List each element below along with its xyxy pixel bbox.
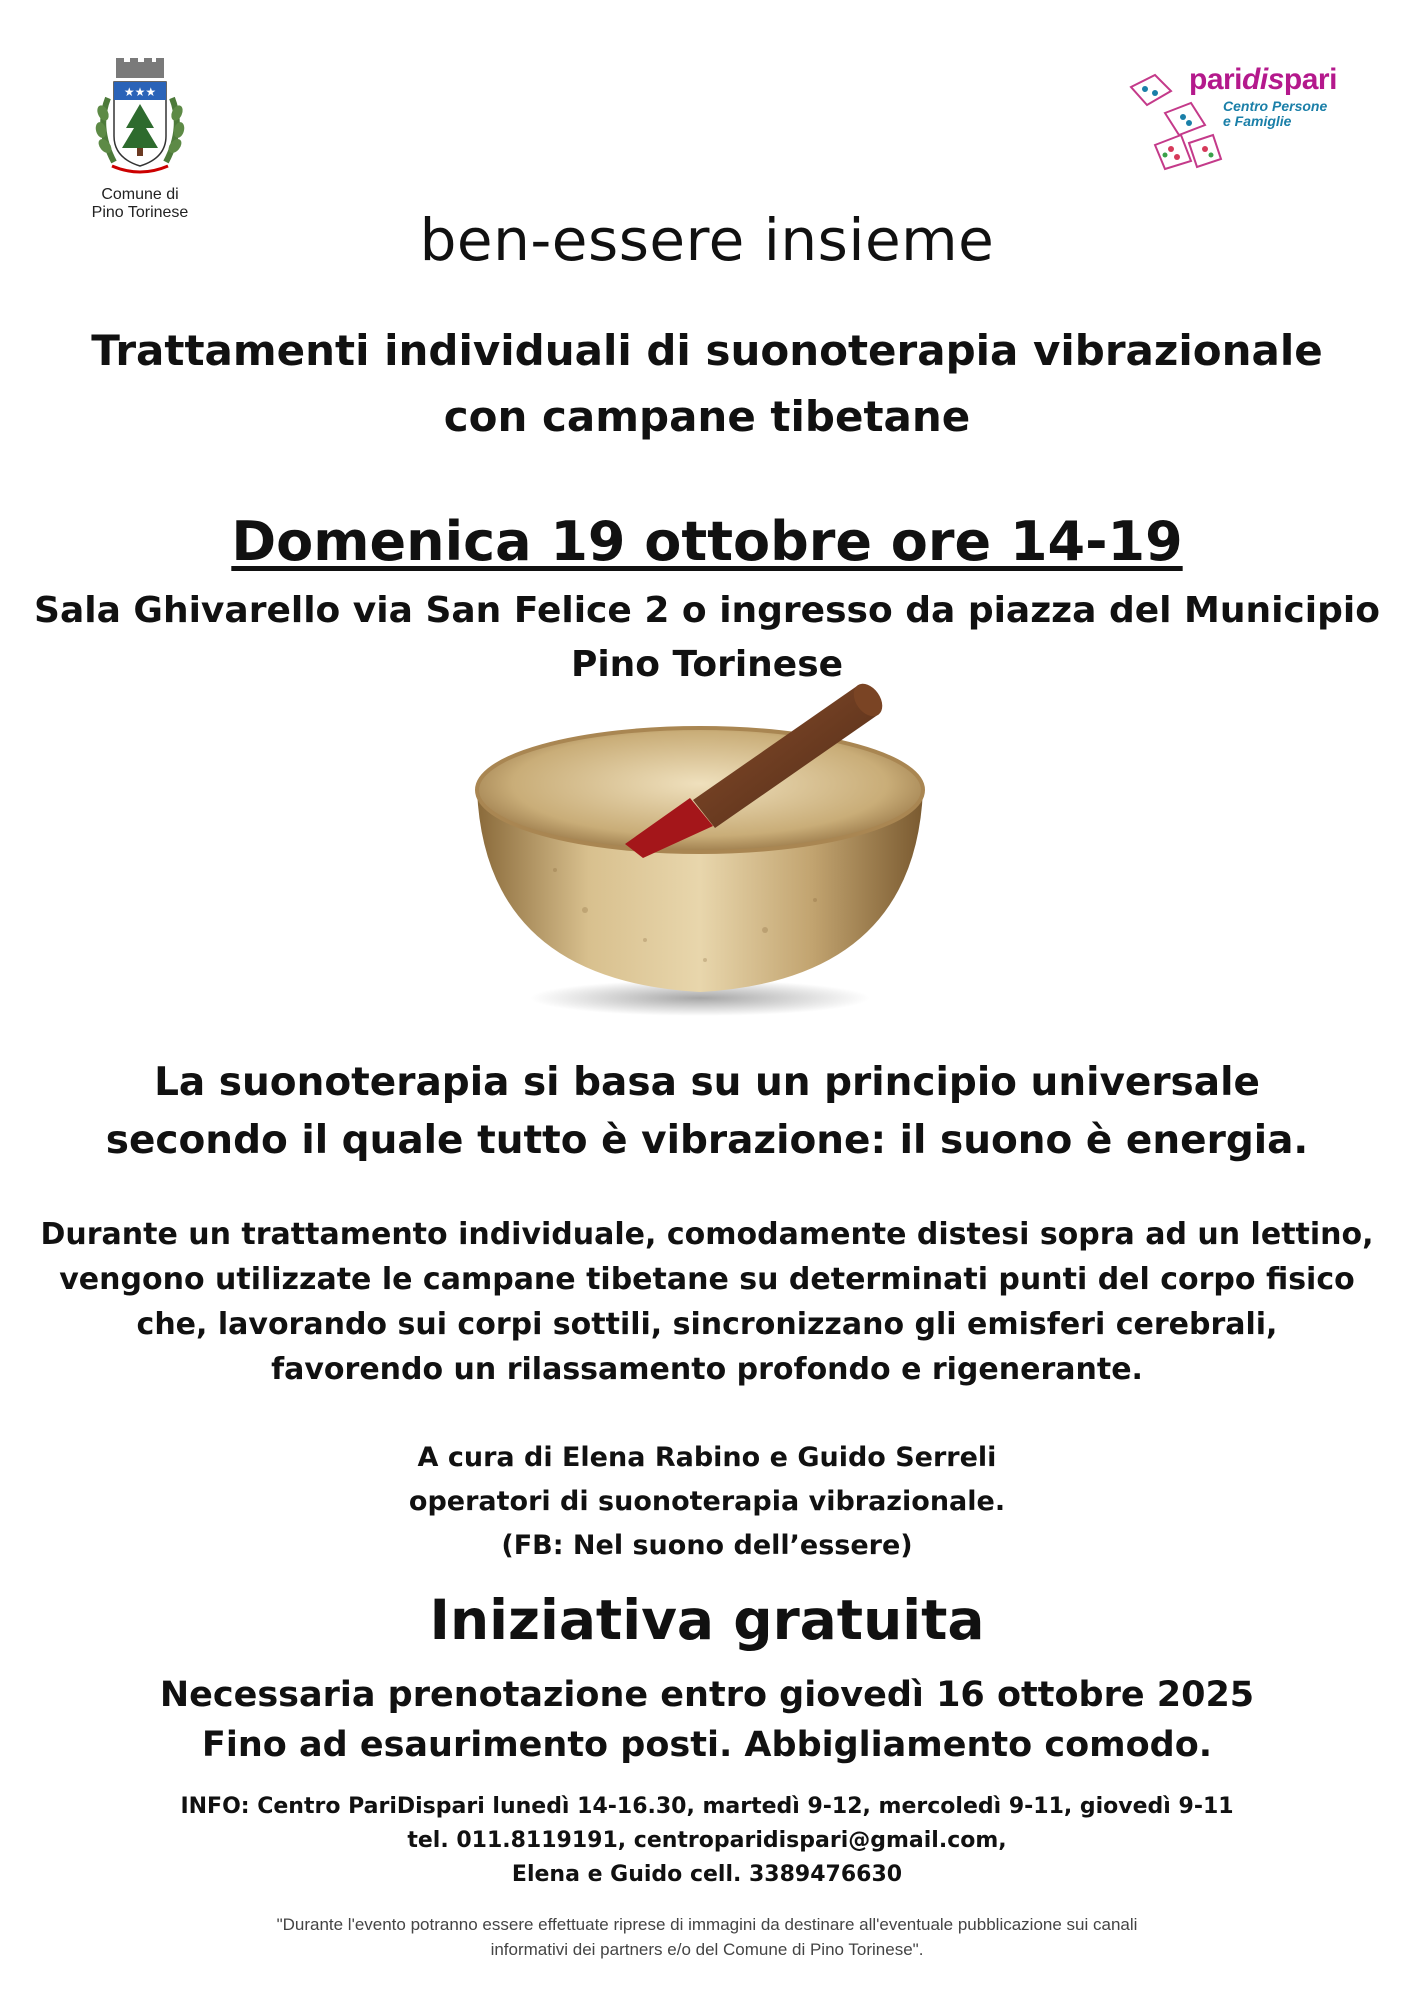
info-line1: INFO: Centro PariDispari lunedì 14-16.30, martedì 9-12, mercoledì 9-11, giovedì 9-11 (180, 1794, 1234, 1819)
description-line1: Durante un trattamento individuale, comodamente distesi sopra ad un lettino, (40, 1217, 1374, 1252)
description-line4: favorendo un rilassamento profondo e rigenerante. (271, 1352, 1143, 1387)
description-line2: vengono utilizzate le campane tibetane su determinati punti del corpo fisico (59, 1262, 1355, 1297)
tagline-line1: Centro Persone (1223, 98, 1328, 114)
venue-line1: Sala Ghivarello via San Felice 2 o ingresso da piazza del Municipio (34, 590, 1380, 631)
disclaimer-line1: "Durante l'evento potranno essere effettuate riprese di immagini da destinare all'eventuale pubblicazione sui canali (276, 1915, 1138, 1934)
tagline-line2: e Famiglie (1223, 113, 1292, 129)
credits-line3: (FB: Nel suono dell’essere) (501, 1530, 913, 1561)
paridispari-wordmark (1189, 63, 1337, 97)
svg-text:★★★: ★★★ (123, 85, 157, 99)
wordmark-part3: pari (1283, 63, 1337, 96)
paridispari-logo (1125, 55, 1350, 175)
credits-line1: A cura di Elena Rabino e Guido Serreli (417, 1442, 997, 1473)
event-venue (0, 584, 1414, 692)
principle-line1: La suonoterapia si basa su un principio universale (154, 1060, 1260, 1105)
disclaimer-line2: informativi dei partners e/o del Comune di Pino Torinese". (490, 1940, 924, 1959)
venue-line2: Pino Torinese (570, 644, 844, 685)
free-event-heading: Iniziativa gratuita (429, 1588, 985, 1652)
info-line2: tel. 011.8119191, centroparidispari@gmail.com, (407, 1828, 1007, 1853)
disclaimer (0, 1912, 1414, 1962)
credits (0, 1436, 1414, 1568)
subtitle-line2: con campane tibetane (443, 392, 971, 441)
poster-subtitle (0, 318, 1414, 450)
singing-bowl-image (465, 680, 935, 1020)
info-line3: Elena e Guido cell. 3389476630 (511, 1862, 903, 1887)
booking-line1: Necessaria prenotazione entro giovedì 16 ottobre 2025 (159, 1675, 1255, 1715)
description-line3: che, lavorando sui corpi sottili, sincronizzano gli emisferi cerebrali, (136, 1307, 1278, 1342)
wordmark-part1: pari (1189, 63, 1243, 96)
credits-line2: operatori di suonoterapia vibrazionale. (408, 1486, 1006, 1517)
booking-line2: Fino ad esaurimento posti. Abbigliamento comodo. (201, 1725, 1213, 1765)
treatment-description (0, 1212, 1414, 1392)
subtitle-line1: Trattamenti individuali di suonoterapia vibrazionale (91, 326, 1323, 375)
contact-info (0, 1790, 1414, 1892)
coat-of-arms-icon (90, 58, 190, 180)
booking-info (0, 1670, 1414, 1770)
principle-statement (0, 1054, 1414, 1170)
paridispari-tagline (1223, 99, 1327, 129)
wordmark-part2: dis (1242, 63, 1284, 96)
poster-title: ben-essere insieme (419, 206, 995, 274)
principle-line2: secondo il quale tutto è vibrazione: il suono è energia. (105, 1118, 1309, 1163)
event-date: Domenica 19 ottobre ore 14-19 (231, 510, 1183, 573)
comune-caption-line1: Comune di (101, 186, 179, 203)
comune-logo (70, 58, 210, 228)
comune-caption-line2: Pino Torinese (91, 204, 189, 221)
